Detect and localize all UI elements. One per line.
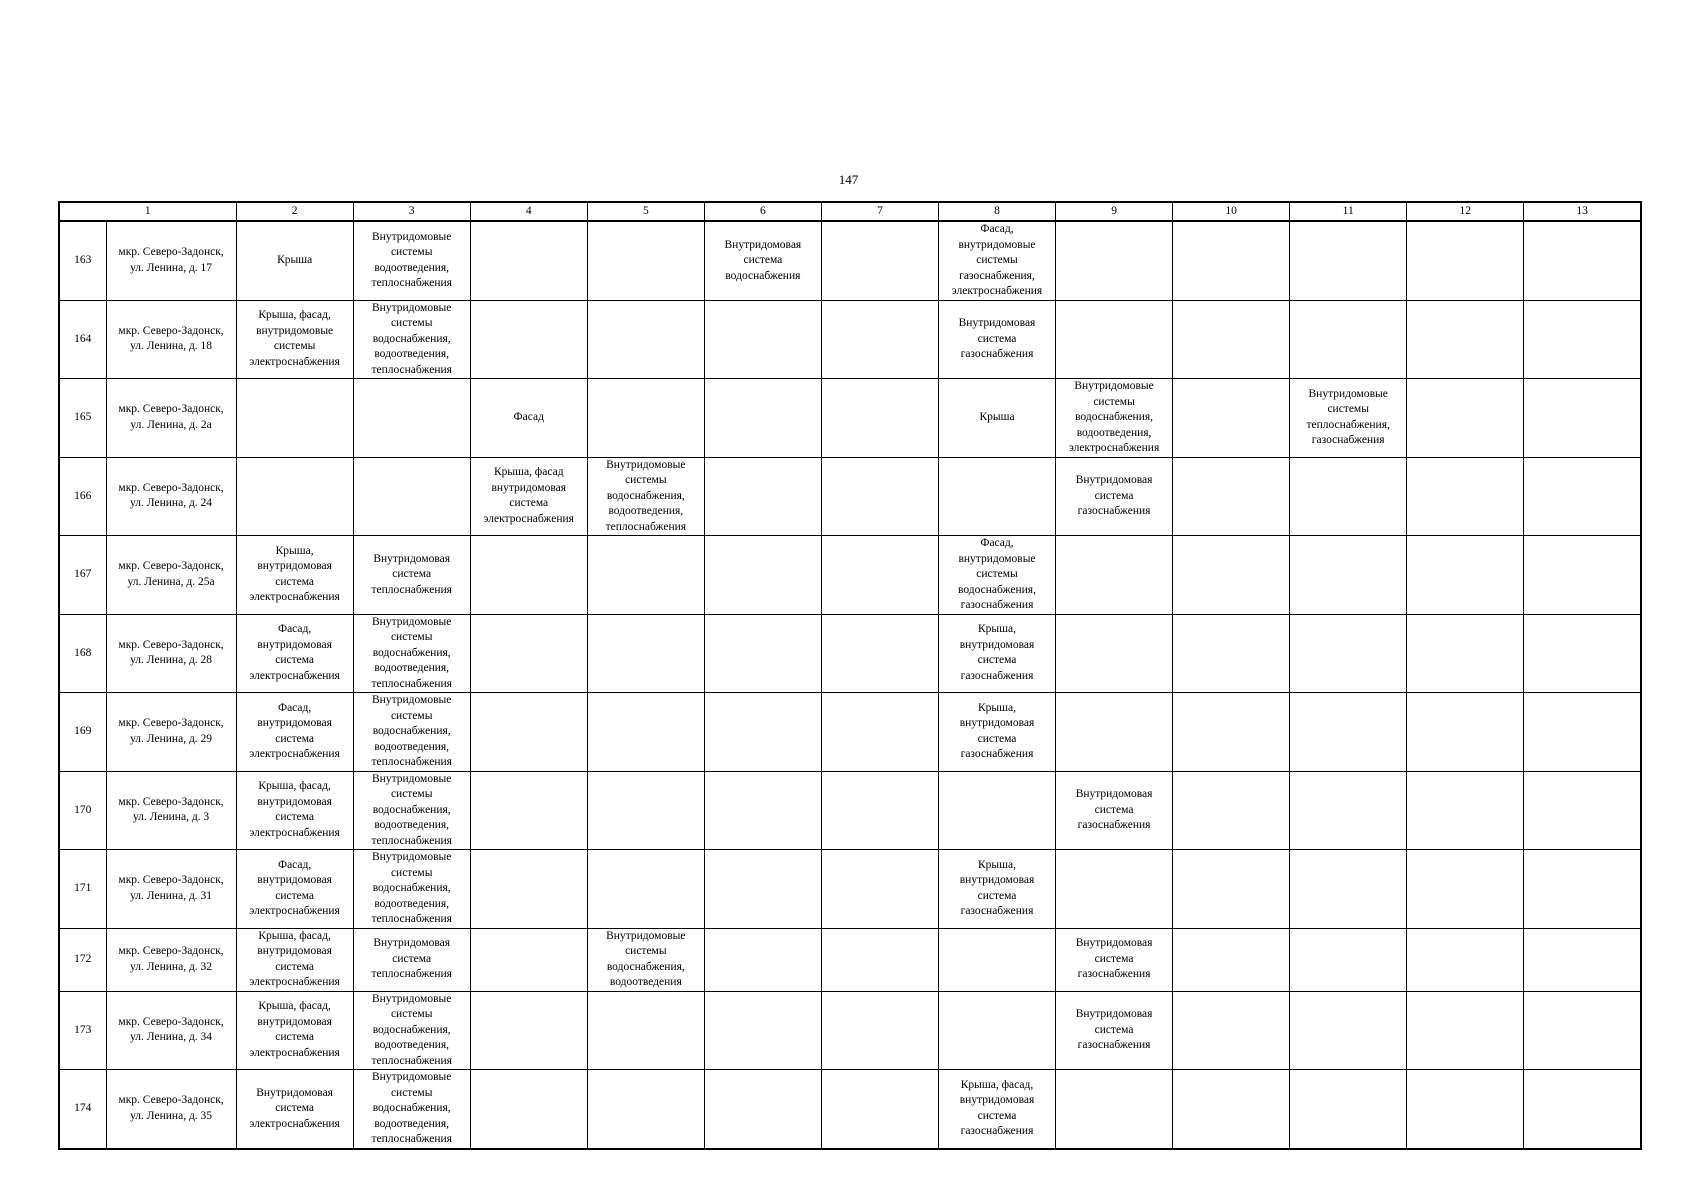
work-cell (587, 1070, 704, 1149)
work-cell (1290, 457, 1407, 536)
header-cell: 9 (1056, 202, 1173, 221)
work-cell (236, 771, 353, 850)
work-cell (470, 850, 587, 929)
header-cell: 7 (821, 202, 938, 221)
address-text: мкр. Северо-Задонск, ул. Ленина, д. 17 (118, 246, 224, 274)
work-cell (1524, 300, 1641, 379)
header-cell: 3 (353, 202, 470, 221)
work-cell (1056, 536, 1173, 615)
work-cell (704, 693, 821, 772)
work-cell (1407, 991, 1524, 1070)
work-cell (821, 221, 938, 300)
work-cell (1290, 771, 1407, 850)
work-cell (236, 991, 353, 1070)
work-cell (1290, 300, 1407, 379)
work-cell (1290, 536, 1407, 615)
table-row (59, 614, 1641, 693)
work-cell (353, 457, 470, 536)
work-cell (587, 221, 704, 300)
work-cell (938, 991, 1055, 1070)
table-row (59, 1070, 1641, 1149)
address-cell (106, 928, 236, 991)
work-cell (1056, 1070, 1173, 1149)
work-cell (938, 693, 1055, 772)
table-row (59, 693, 1641, 772)
work-cell (821, 614, 938, 693)
work-cell (704, 300, 821, 379)
work-cell (587, 693, 704, 772)
work-cell (236, 614, 353, 693)
work-cell (353, 693, 470, 772)
work-cell (1407, 928, 1524, 991)
work-cell (1407, 693, 1524, 772)
work-cell (353, 221, 470, 300)
work-cell (236, 928, 353, 991)
work-text: Внутридомовые системы водоснабжения, водоотведения, теплоснабжения (371, 301, 452, 376)
work-cell (587, 928, 704, 991)
header-cell: 13 (1524, 202, 1641, 221)
work-cell (470, 693, 587, 772)
work-cell (1407, 457, 1524, 536)
work-cell (938, 221, 1055, 300)
work-text: Крыша, фасад, внутридомовые системы электроснабжения (249, 309, 340, 368)
work-cell (353, 300, 470, 379)
address-cell (106, 991, 236, 1070)
work-cell (1056, 379, 1173, 458)
work-cell (938, 536, 1055, 615)
address-cell (106, 300, 236, 379)
table-row (59, 457, 1641, 536)
table-row (59, 771, 1641, 850)
work-text: Внутридомовая система водоснабжения (724, 238, 802, 282)
row-number: 164 (59, 300, 106, 379)
row-number: 168 (59, 614, 106, 693)
work-cell (1407, 850, 1524, 929)
address-cell (106, 1070, 236, 1149)
work-cell (1524, 221, 1641, 300)
work-cell (1524, 771, 1641, 850)
work-cell (821, 693, 938, 772)
work-cell (1290, 928, 1407, 991)
work-cell (236, 221, 353, 300)
work-cell (1407, 536, 1524, 615)
work-cell (1173, 1070, 1290, 1149)
work-cell (704, 379, 821, 458)
work-cell (1290, 221, 1407, 300)
work-cell (821, 1070, 938, 1149)
work-cell (236, 379, 353, 458)
work-text: Крыша, фасад внутридомовая система электроснабжения (483, 466, 574, 525)
work-cell (587, 457, 704, 536)
work-cell (236, 850, 353, 929)
work-cell (938, 928, 1055, 991)
row-number: 169 (59, 693, 106, 772)
work-cell (1173, 928, 1290, 991)
work-cell (1290, 850, 1407, 929)
work-cell (587, 771, 704, 850)
work-text: Крыша, фасад, внутридомовая система электроснабжения (249, 1000, 340, 1059)
work-text: Внутридомовая система газоснабжения (1075, 937, 1153, 981)
work-text: Внутридомовые системы водоснабжения, водоотведения, теплоснабжения (371, 1071, 452, 1145)
work-text: Внутридомовые системы водоснабжения, водоотведения (606, 929, 686, 988)
table-row (59, 379, 1641, 458)
work-cell (1056, 928, 1173, 991)
work-cell (704, 1070, 821, 1149)
work-cell (1290, 991, 1407, 1070)
work-cell (1056, 221, 1173, 300)
work-cell (1173, 457, 1290, 536)
work-text: Внутридомовые системы водоснабжения, водоотведения, теплоснабжения (371, 851, 452, 925)
address-cell (106, 850, 236, 929)
work-cell (938, 300, 1055, 379)
work-cell (1056, 457, 1173, 536)
table-row (59, 991, 1641, 1070)
work-text: Внутридомовые системы водоснабжения, водоотведения, теплоснабжения (371, 772, 452, 847)
work-cell (1056, 850, 1173, 929)
work-cell (353, 928, 470, 991)
work-cell (1524, 379, 1641, 458)
work-cell (236, 536, 353, 615)
work-cell (1056, 300, 1173, 379)
work-cell (1173, 693, 1290, 772)
work-cell (470, 614, 587, 693)
work-cell (1290, 379, 1407, 458)
work-text: Крыша, внутридомовая система газоснабжения (959, 701, 1035, 761)
work-cell (1407, 1070, 1524, 1149)
work-text: Внутридомовые системы водоснабжения, водоотведения, теплоснабжения (371, 694, 452, 768)
work-text: Крыша, фасад, внутридомовая система электроснабжения (249, 929, 340, 988)
address-cell (106, 457, 236, 536)
work-text: Внутридомовая система газоснабжения (1075, 1008, 1153, 1051)
header-cell: 2 (236, 202, 353, 221)
work-text: Фасад, внутридомовая система электроснабжения (249, 623, 340, 682)
work-cell (821, 991, 938, 1070)
work-cell (704, 457, 821, 536)
header-row (59, 202, 1641, 221)
work-cell (1407, 300, 1524, 379)
work-cell (1407, 221, 1524, 300)
work-cell (938, 457, 1055, 536)
address-cell (106, 614, 236, 693)
work-cell (938, 1070, 1055, 1149)
work-cell (1407, 771, 1524, 850)
work-text: Внутридомовые системы теплоснабжения, газоснабжения (1306, 387, 1390, 447)
work-text: Внутридомовая система газоснабжения (958, 317, 1036, 360)
repair-schedule-table (58, 201, 1642, 1150)
work-cell (470, 536, 587, 615)
work-text: Крыша (979, 411, 1015, 423)
work-cell (821, 850, 938, 929)
work-text: Внутридомовые системы водоснабжения, водоотведения, теплоснабжения (371, 615, 452, 690)
row-number: 170 (59, 771, 106, 850)
row-number: 163 (59, 221, 106, 300)
header-cell: 5 (587, 202, 704, 221)
work-text: Фасад, внутридомовые системы водоснабжения, газоснабжения (958, 537, 1036, 611)
address-cell (106, 221, 236, 300)
work-cell (1173, 614, 1290, 693)
address-text: мкр. Северо-Задонск, ул. Ленина, д. 25а (118, 560, 224, 588)
work-text: Фасад (513, 411, 544, 423)
row-number: 167 (59, 536, 106, 615)
address-cell (106, 771, 236, 850)
work-cell (470, 300, 587, 379)
work-cell (704, 850, 821, 929)
work-text: Крыша, внутридомовая система газоснабжения (959, 858, 1035, 918)
work-cell (1524, 457, 1641, 536)
work-cell (587, 991, 704, 1070)
work-text: Внутридомовая система газоснабжения (1075, 474, 1153, 517)
work-text: Фасад, внутридомовая система электроснабжения (249, 701, 340, 761)
work-cell (470, 771, 587, 850)
work-cell (1173, 991, 1290, 1070)
work-cell (1524, 536, 1641, 615)
work-cell (353, 379, 470, 458)
work-cell (470, 1070, 587, 1149)
work-cell (587, 379, 704, 458)
page-number: 147 (838, 172, 859, 187)
work-cell (470, 991, 587, 1070)
work-text: Фасад, внутридомовые системы газоснабжения, электроснабжения (951, 223, 1043, 297)
work-cell (1290, 1070, 1407, 1149)
work-text: Крыша, внутридомовая система электроснабжения (249, 544, 340, 604)
work-cell (1290, 693, 1407, 772)
work-cell (1056, 771, 1173, 850)
work-text: Крыша (277, 254, 313, 266)
header-cell: 12 (1407, 202, 1524, 221)
work-cell (704, 536, 821, 615)
work-cell (821, 300, 938, 379)
work-cell (1407, 379, 1524, 458)
work-cell (587, 614, 704, 693)
address-cell (106, 693, 236, 772)
address-text: мкр. Северо-Задонск, ул. Ленина, д. 34 (118, 1015, 224, 1044)
work-text: Внутридомовые системы водоснабжения, водоотведения, теплоснабжения (371, 992, 452, 1067)
work-text: Внутридомовая система газоснабжения (1075, 788, 1153, 831)
work-cell (1524, 1070, 1641, 1149)
work-cell (938, 850, 1055, 929)
work-text: Внутридомовая система теплоснабжения (371, 552, 452, 596)
work-text: Внутридомовая система теплоснабжения (371, 937, 452, 981)
row-number: 172 (59, 928, 106, 991)
work-cell (236, 300, 353, 379)
work-cell (1524, 614, 1641, 693)
row-number: 165 (59, 379, 106, 458)
address-text: мкр. Северо-Задонск, ул. Ленина, д. 28 (118, 638, 224, 667)
work-text: Внутридомовые системы водоснабжения, водоотведения, электроснабжения (1068, 380, 1160, 454)
header-cell: 6 (704, 202, 821, 221)
work-cell (821, 536, 938, 615)
work-cell (1407, 614, 1524, 693)
address-text: мкр. Северо-Задонск, ул. Ленина, д. 2а (118, 403, 224, 431)
table-row (59, 300, 1641, 379)
work-cell (1173, 850, 1290, 929)
work-cell (938, 614, 1055, 693)
work-cell (938, 771, 1055, 850)
header-cell: 4 (470, 202, 587, 221)
work-cell (587, 850, 704, 929)
work-cell (353, 991, 470, 1070)
work-text: Крыша, внутридомовая система газоснабжения (959, 623, 1035, 682)
work-cell (587, 300, 704, 379)
header-cell: 10 (1173, 202, 1290, 221)
address-text: мкр. Северо-Задонск, ул. Ленина, д. 3 (118, 795, 224, 824)
work-cell (704, 991, 821, 1070)
address-text: мкр. Северо-Задонск, ул. Ленина, д. 29 (118, 717, 224, 745)
work-cell (1173, 300, 1290, 379)
header-cell: 11 (1290, 202, 1407, 221)
work-cell (704, 928, 821, 991)
work-text: Крыша, фасад, внутридомовая система газоснабжения (959, 1078, 1035, 1138)
work-cell (470, 221, 587, 300)
work-cell (236, 1070, 353, 1149)
work-cell (353, 536, 470, 615)
row-number: 171 (59, 850, 106, 929)
work-text: Внутридомовые системы водоснабжения, водоотведения, теплоснабжения (605, 458, 687, 533)
work-cell (470, 928, 587, 991)
work-cell (587, 536, 704, 615)
work-cell (1056, 614, 1173, 693)
address-cell (106, 536, 236, 615)
work-cell (1173, 771, 1290, 850)
work-cell (821, 379, 938, 458)
address-text: мкр. Северо-Задонск, ул. Ленина, д. 32 (118, 945, 224, 973)
work-cell (236, 457, 353, 536)
address-cell (106, 379, 236, 458)
work-text: Крыша, фасад, внутридомовая система электроснабжения (249, 780, 340, 839)
work-cell (1056, 991, 1173, 1070)
work-cell (353, 850, 470, 929)
work-cell (704, 221, 821, 300)
table-row (59, 928, 1641, 991)
row-number: 174 (59, 1070, 106, 1149)
work-cell (1173, 221, 1290, 300)
address-text: мкр. Северо-Задонск, ул. Ленина, д. 24 (118, 481, 224, 510)
work-cell (1056, 693, 1173, 772)
table-row (59, 221, 1641, 300)
header-cell: 1 (59, 202, 236, 221)
work-cell (353, 771, 470, 850)
work-cell (1173, 379, 1290, 458)
work-cell (470, 457, 587, 536)
header-cell: 8 (938, 202, 1055, 221)
work-cell (1173, 536, 1290, 615)
table-row (59, 850, 1641, 929)
address-text: мкр. Северо-Задонск, ул. Ленина, д. 18 (118, 324, 224, 353)
work-cell (821, 928, 938, 991)
work-cell (938, 379, 1055, 458)
work-text: Фасад, внутридомовая система электроснабжения (249, 858, 340, 918)
work-cell (1524, 693, 1641, 772)
work-cell (704, 771, 821, 850)
work-cell (1290, 614, 1407, 693)
work-cell (353, 614, 470, 693)
work-cell (1524, 850, 1641, 929)
work-cell (236, 693, 353, 772)
row-number: 166 (59, 457, 106, 536)
address-text: мкр. Северо-Задонск, ул. Ленина, д. 35 (118, 1094, 224, 1122)
work-cell (470, 379, 587, 458)
work-cell (821, 457, 938, 536)
work-text: Внутридомовые системы водоотведения, теплоснабжения (371, 230, 452, 290)
work-cell (353, 1070, 470, 1149)
work-cell (704, 614, 821, 693)
address-text: мкр. Северо-Задонск, ул. Ленина, д. 31 (118, 874, 224, 902)
work-text: Внутридомовая система электроснабжения (249, 1086, 340, 1130)
work-cell (821, 771, 938, 850)
table-row (59, 536, 1641, 615)
row-number: 173 (59, 991, 106, 1070)
work-cell (1524, 928, 1641, 991)
work-cell (1524, 991, 1641, 1070)
